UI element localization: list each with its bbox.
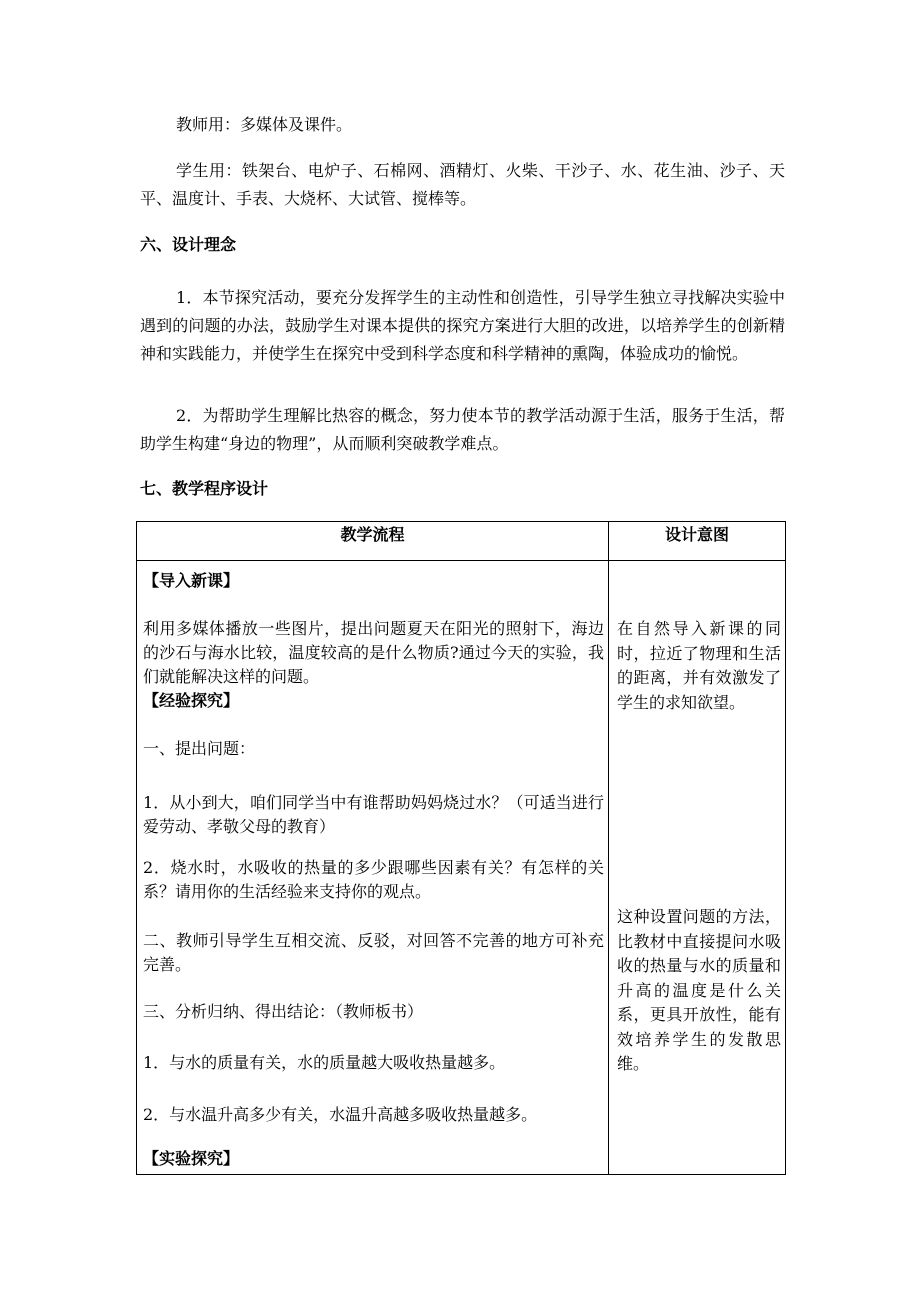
student-materials: 学生用：铁架台、电炉子、石棉网、酒精灯、火柴、干沙子、水、花生油、沙子、天平、温度计、手表、大烧杯、大试管、搅棒等。 [140,161,785,208]
conclusion-2: 2．与水温升高多少有关，水温升高越多吸收热量越多。 [143,1105,538,1124]
header-teaching-flow: 教学流程 [137,522,609,561]
teaching-procedure-table [136,521,786,1175]
conclusion-step: 三、分析归纳、得出结论：（教师板书） [143,1002,424,1021]
design-idea-paragraph-2: 2．为帮助学生理解比热容的概念，努力使本节的教学活动源于生活，服务于生活，帮助学生构建“身边的物理”，从而顺利突破教学难点。 [140,406,785,453]
experience-title: 【经验探究】 [143,691,240,710]
design-intent-cell [609,561,786,1175]
design-idea-paragraph-1: 1．本节探究活动，要充分发挥学生的主动性和创造性，引导学生独立寻找解决实验中遇到的问题的办法，鼓励学生对课本提供的探究方案进行大胆的改进，以培养学生的创新精神和实践能力，并使学生在探究中受到科学态度和科学精神的熏陶，体验成功的愉悦。 [140,288,785,363]
teaching-flow-cell [137,561,609,1175]
question-1: 1．从小到大，咱们同学当中有谁帮助妈妈烧过水？（可适当进行爱劳动、孝敬父母的教育） [143,793,604,836]
intro-text: 利用多媒体播放一些图片，提出问题夏天在阳光的照射下，海边的沙石与海水比较，温度较高的是什么物质?通过今天的实验，我们就能解决这样的问题。 [143,619,604,686]
teacher-materials: 教师用：多媒体及课件。 [176,115,353,134]
intro-title: 【导入新课】 [143,571,240,590]
question-2: 2．烧水时，水吸收的热量的多少跟哪些因素有关？有怎样的关系？请用你的生活经验来支持你的观点。 [143,858,604,901]
section-6-title: 六、设计理念 [140,235,237,254]
intent-questions: 这种设置问题的方法，比教材中直接提问水吸收的热量与水的质量和升高的温度是什么关系，更具开放性，能有效培养学生的发散思维。 [617,907,781,1073]
intent-intro: 在自然导入新课的同时，拉近了物理和生活的距离，并有效激发了学生的求知欲望。 [617,619,781,712]
lab-title: 【实验探究】 [143,1149,240,1168]
section-7-title: 七、教学程序设计 [140,479,269,498]
raise-question-title: 一、提出问题： [143,739,256,758]
exchange-step: 二、教师引导学生互相交流、反驳，对回答不完善的地方可补充完善。 [143,931,604,974]
conclusion-1: 1．与水的质量有关，水的质量越大吸收热量越多。 [143,1053,506,1072]
header-design-intent: 设计意图 [609,522,786,561]
